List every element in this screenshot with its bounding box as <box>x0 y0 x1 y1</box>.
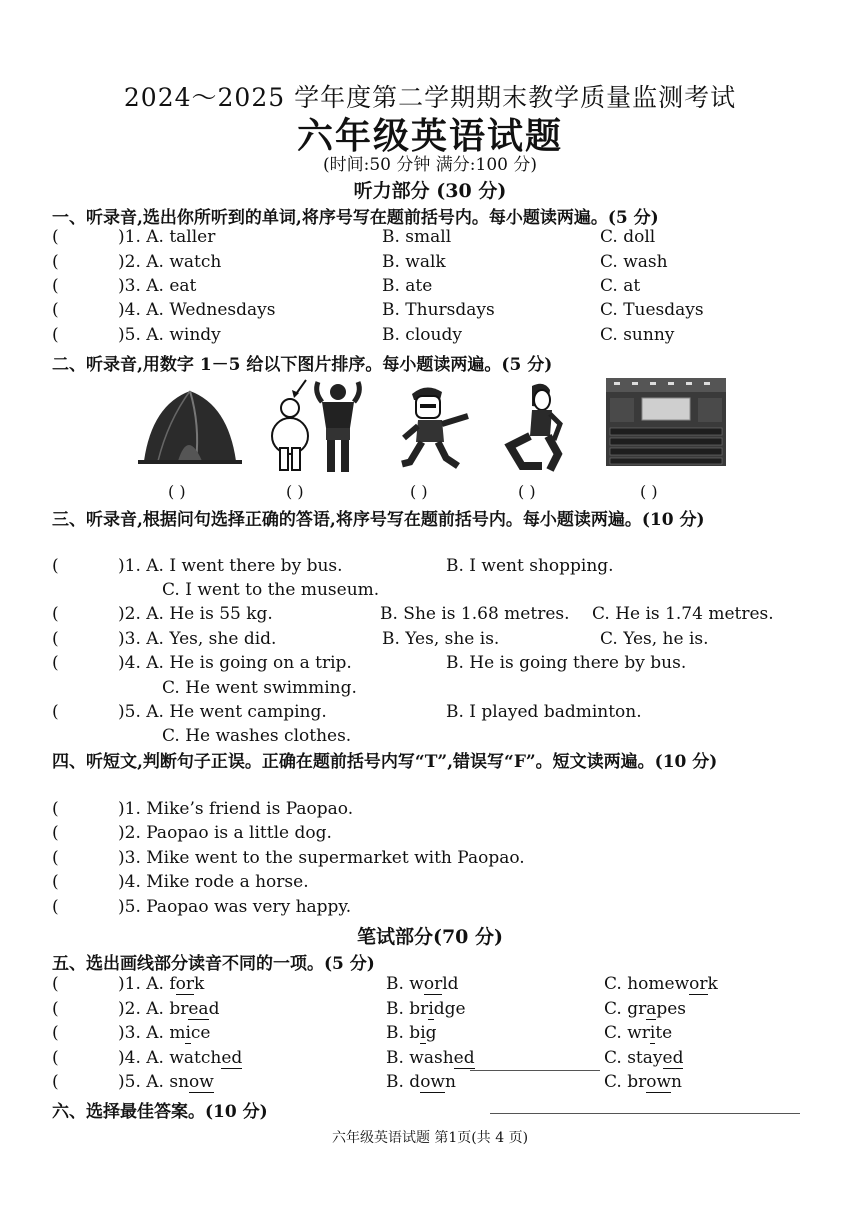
section6-title: 六、选择最佳答案。(10 分) <box>52 1102 268 1122</box>
option-b: B. world <box>386 974 459 994</box>
option-c: C. He washes clothes. <box>162 726 352 746</box>
option-b: B. washed <box>386 1048 475 1068</box>
statement: )5. Paopao was very happy. <box>118 897 352 917</box>
answer-bracket[interactable]: ( <box>52 1023 59 1043</box>
answer-bracket[interactable]: ( <box>52 848 59 868</box>
fat-and-strong-men-picture <box>266 378 366 476</box>
option-c: C. brown <box>604 1072 682 1092</box>
option-b: B. I played badminton. <box>446 702 642 722</box>
option-a: )3. A. Yes, she did. <box>118 629 277 649</box>
time-info: (时间:50 分钟 满分:100 分) <box>322 155 537 175</box>
answer-bracket[interactable]: ( <box>52 799 59 819</box>
exam-title: 2024～2025 学年度第二学期期末教学质量监测考试 <box>123 83 737 112</box>
answer-bracket[interactable]: ( <box>52 653 59 673</box>
statement: )2. Paopao is a little dog. <box>118 823 332 843</box>
answer-bracket[interactable]: ( <box>52 227 59 247</box>
grade-title: 六年级英语试题 <box>296 115 563 157</box>
option-a: )3. A. mice <box>118 1023 211 1043</box>
section3-title: 三、听录音,根据问句选择正确的答语,将序号写在题前括号内。每小题读两遍。(10 分) <box>52 510 705 530</box>
s5-row-3 <box>52 1023 812 1047</box>
option-c: C. at <box>600 276 641 296</box>
crouching-girl-picture <box>502 380 574 474</box>
answer-bracket[interactable]: ( <box>52 300 59 320</box>
answer-bracket[interactable]: ( <box>52 999 59 1019</box>
option-b: B. small <box>382 227 452 247</box>
option-a: )3. A. eat <box>118 276 197 296</box>
s4-row-2 <box>52 823 812 847</box>
answer-bracket[interactable]: ( <box>52 823 59 843</box>
s4-row-5 <box>52 897 812 921</box>
option-b: B. bridge <box>386 999 466 1019</box>
written-part-title: 笔试部分(70 分) <box>356 926 504 948</box>
option-b: B. Thursdays <box>382 300 495 320</box>
s3-row-2 <box>52 604 812 628</box>
statement: )3. Mike went to the supermarket with Paopao. <box>118 848 525 868</box>
option-a: )1. A. I went there by bus. <box>118 556 343 576</box>
s1-row-3 <box>52 276 812 300</box>
s4-row-1 <box>52 799 812 823</box>
statement: )4. Mike rode a horse. <box>118 872 309 892</box>
s3-row-5-cont <box>52 726 812 750</box>
option-c: C. doll <box>600 227 656 247</box>
option-c: C. Yes, he is. <box>600 629 709 649</box>
answer-bracket[interactable]: ( <box>52 604 59 624</box>
answer-bracket[interactable]: ( <box>52 974 59 994</box>
s1-row-5 <box>52 325 812 349</box>
option-a: )1. A. fork <box>118 974 205 994</box>
option-b: B. She is 1.68 metres. <box>380 604 570 624</box>
s5-row-2 <box>52 999 812 1023</box>
s3-row-1 <box>52 556 812 580</box>
picture-answer-bracket[interactable]: ( ) <box>168 482 186 501</box>
scan-line <box>470 1070 600 1071</box>
option-b: B. big <box>386 1023 437 1043</box>
option-c: C. Tuesdays <box>600 300 704 320</box>
answer-bracket[interactable]: ( <box>52 276 59 296</box>
section5-title: 五、选出画线部分读音不同的一项。(5 分) <box>52 954 375 974</box>
option-c: C. write <box>604 1023 673 1043</box>
option-c: C. He went swimming. <box>162 678 357 698</box>
answer-bracket[interactable]: ( <box>52 872 59 892</box>
answer-bracket[interactable]: ( <box>52 1072 59 1092</box>
s1-row-1 <box>52 227 812 251</box>
option-a: )2. A. bread <box>118 999 220 1019</box>
cinema-picture <box>606 378 726 466</box>
section4-title: 四、听短文,判断句子正误。正确在题前括号内写“T”,错误写“F”。短文读两遍。(10 分) <box>52 752 718 772</box>
option-c: C. He is 1.74 metres. <box>592 604 774 624</box>
s5-row-1 <box>52 974 812 998</box>
picture-answer-bracket[interactable]: ( ) <box>410 482 428 501</box>
option-a: )5. A. He went camping. <box>118 702 327 722</box>
s5-row-4 <box>52 1048 812 1072</box>
answer-bracket[interactable]: ( <box>52 897 59 917</box>
option-c: C. stayed <box>604 1048 684 1068</box>
s1-row-4 <box>52 300 812 324</box>
answer-bracket[interactable]: ( <box>52 252 59 272</box>
s5-row-5 <box>52 1072 812 1096</box>
option-b: B. down <box>386 1072 456 1092</box>
option-b: B. He is going there by bus. <box>446 653 687 673</box>
answer-bracket[interactable]: ( <box>52 629 59 649</box>
s4-row-4 <box>52 872 812 896</box>
dancing-boy-picture <box>398 382 474 472</box>
option-a: )2. A. He is 55 kg. <box>118 604 273 624</box>
option-a: )5. A. snow <box>118 1072 214 1092</box>
option-c: C. homework <box>604 974 718 994</box>
s3-row-3 <box>52 629 812 653</box>
option-c: C. grapes <box>604 999 687 1019</box>
section1-title: 一、听录音,选出你所听到的单词,将序号写在题前括号内。每小题读两遍。(5 分) <box>52 208 659 228</box>
option-b: B. Yes, she is. <box>382 629 500 649</box>
s1-row-2 <box>52 252 812 276</box>
listening-part-title: 听力部分 (30 分) <box>353 180 507 202</box>
s3-row-5 <box>52 702 812 726</box>
s3-row-4-cont <box>52 678 812 702</box>
picture-answer-bracket[interactable]: ( ) <box>518 482 536 501</box>
option-b: B. cloudy <box>382 325 462 345</box>
option-c: C. wash <box>600 252 668 272</box>
option-a: )1. A. taller <box>118 227 216 247</box>
option-a: )4. A. He is going on a trip. <box>118 653 352 673</box>
s3-row-4 <box>52 653 812 677</box>
answer-bracket[interactable]: ( <box>52 702 59 722</box>
answer-bracket[interactable]: ( <box>52 325 59 345</box>
option-b: B. walk <box>382 252 446 272</box>
s3-row-1-cont <box>52 580 812 604</box>
tent-picture <box>138 385 242 465</box>
s4-row-3 <box>52 848 812 872</box>
option-b: B. ate <box>382 276 433 296</box>
option-b: B. I went shopping. <box>446 556 614 576</box>
answer-bracket[interactable]: ( <box>52 1048 59 1068</box>
option-a: )4. A. Wednesdays <box>118 300 276 320</box>
statement: )1. Mike’s friend is Paopao. <box>118 799 354 819</box>
option-c: C. sunny <box>600 325 675 345</box>
option-c: C. I went to the museum. <box>162 580 380 600</box>
option-a: )2. A. watch <box>118 252 222 272</box>
answer-bracket[interactable]: ( <box>52 556 59 576</box>
page-footer: 六年级英语试题 第1页(共 4 页) <box>331 1130 529 1146</box>
section2-title: 二、听录音,用数字 1－5 给以下图片排序。每小题读两遍。(5 分) <box>52 355 553 375</box>
scan-line <box>490 1113 800 1114</box>
option-a: )4. A. watched <box>118 1048 243 1068</box>
picture-answer-bracket[interactable]: ( ) <box>286 482 304 501</box>
option-a: )5. A. windy <box>118 325 221 345</box>
picture-answer-bracket[interactable]: ( ) <box>640 482 658 501</box>
